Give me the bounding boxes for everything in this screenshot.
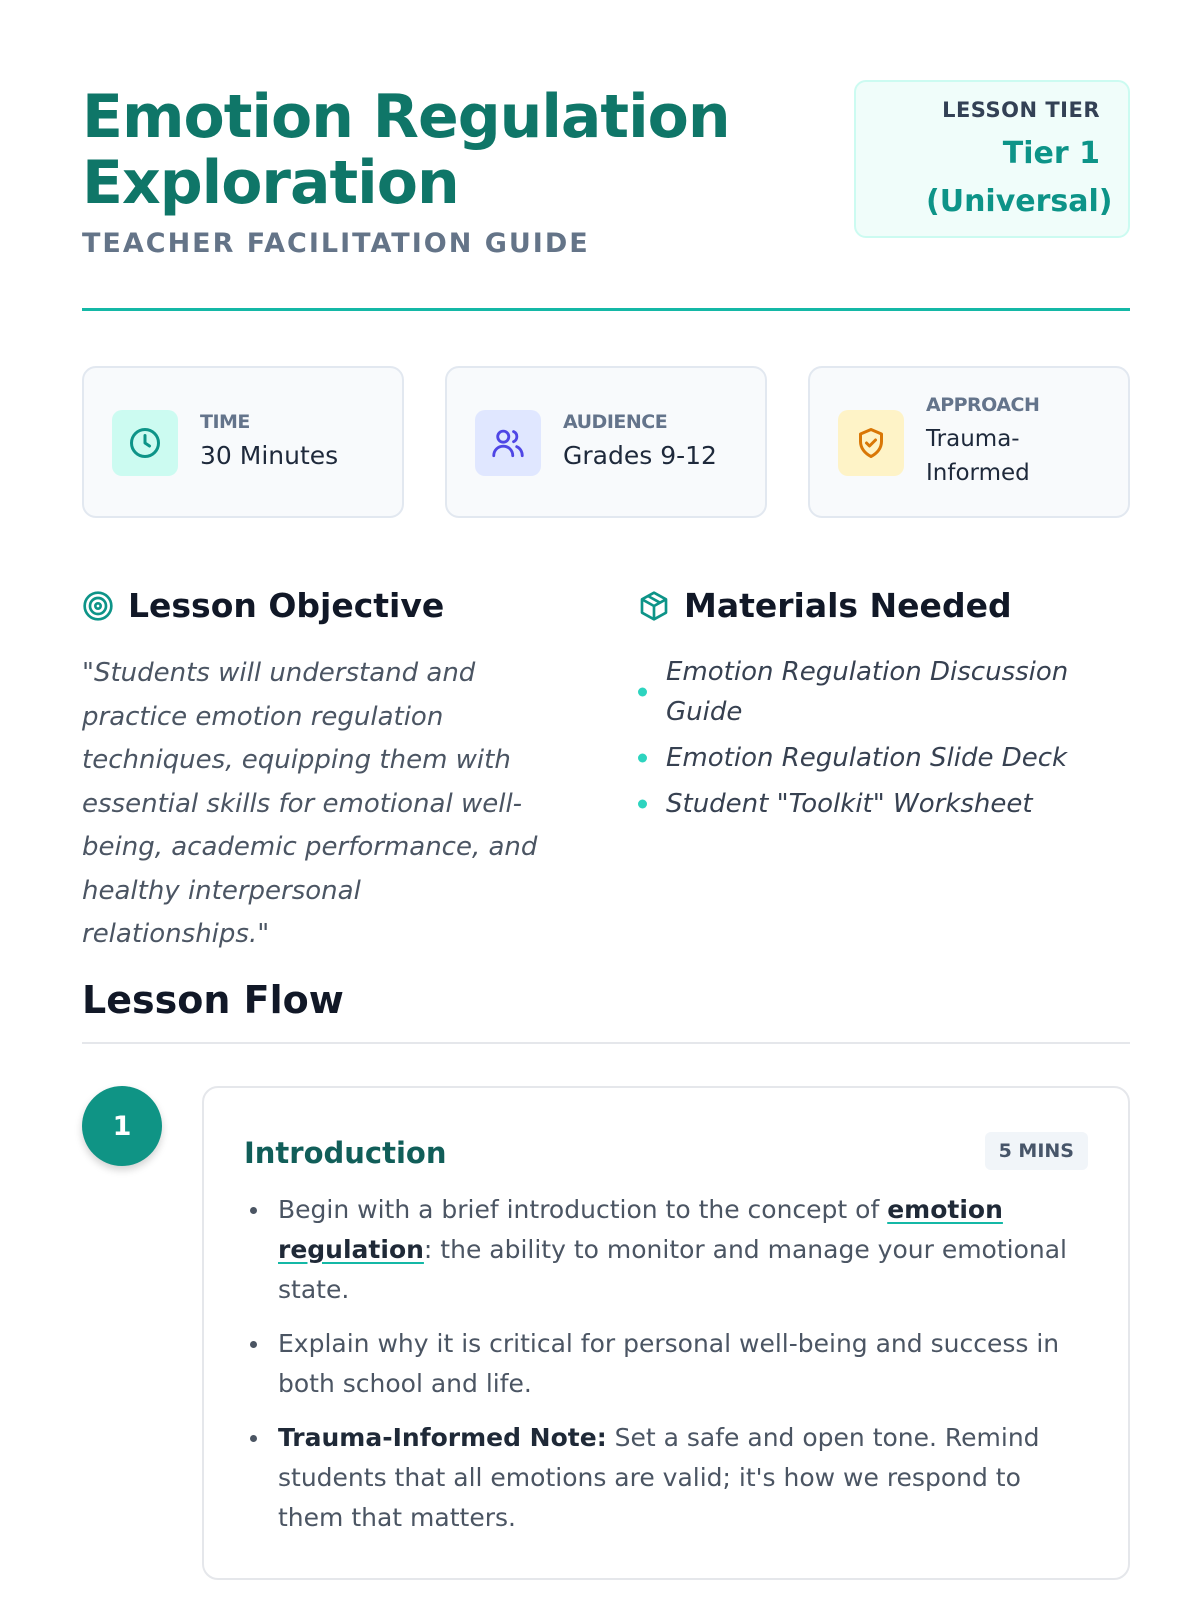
header [82, 80, 1130, 310]
step-number-badge: 1 [82, 1086, 162, 1166]
page-subtitle: TEACHER FACILITATION GUIDE [82, 228, 590, 259]
users-icon [475, 410, 541, 476]
list-item: Begin with a brief introduction to the concept of emotion regulation: the ability to monitor and manage your emotional state. [244, 1190, 1080, 1310]
list-item: Explain why it is critical for personal well-being and success in both school and life. [244, 1324, 1080, 1404]
list-item: Trauma-Informed Note: Set a safe and open tone. Remind students that all emotions are valid; it's how we respond to them that matters. [244, 1418, 1080, 1538]
audience-value: Grades 9-12 [563, 441, 717, 470]
lesson-tier-label: LESSON TIER [942, 98, 1100, 122]
approach-value: Trauma-Informed [926, 426, 1030, 486]
lesson-flow-divider [82, 1042, 1130, 1044]
audience-label: AUDIENCE [563, 411, 668, 433]
step-bullet-list [244, 1190, 1080, 1552]
objective-heading [82, 586, 444, 625]
time-value: 30 Minutes [200, 441, 339, 470]
step-card-introduction [202, 1086, 1130, 1580]
approach-label: APPROACH [926, 394, 1040, 416]
duration-badge: 5 MINS [985, 1132, 1088, 1170]
info-cards [82, 366, 1130, 518]
clock-icon [112, 410, 178, 476]
page-title: Emotion Regulation Exploration [82, 82, 730, 218]
objective-heading-text: Lesson Objective [128, 586, 445, 625]
materials-heading [638, 586, 1012, 625]
shield-check-icon [838, 410, 904, 476]
objective-text: "Students will understand and practice emotion regulation techniques, equipping them with essential skills for emotional well-being, academic performance, and healthy interpersonal relationships." [82, 658, 538, 949]
lesson-tier-box [854, 80, 1130, 238]
materials-heading-text: Materials Needed [684, 586, 1012, 625]
package-icon [638, 590, 670, 622]
materials-list [638, 652, 1130, 830]
time-card [82, 366, 404, 518]
step-title: Introduction [244, 1136, 447, 1170]
target-icon [82, 590, 114, 622]
list-item: Emotion Regulation Discussion Guide [638, 652, 1130, 732]
lesson-flow-heading: Lesson Flow [82, 978, 344, 1022]
lesson-tier-value: Tier 1 (Universal) [926, 136, 1113, 219]
header-divider [82, 308, 1130, 311]
list-item: Emotion Regulation Slide Deck [638, 738, 1130, 778]
audience-card [445, 366, 767, 518]
keyword-emotion-regulation: emotion regulation [278, 1195, 1003, 1264]
approach-card [808, 366, 1130, 518]
list-item: Student "Toolkit" Worksheet [638, 784, 1130, 824]
trauma-note-label: Trauma-Informed Note: [278, 1423, 607, 1452]
time-label: TIME [200, 411, 250, 433]
